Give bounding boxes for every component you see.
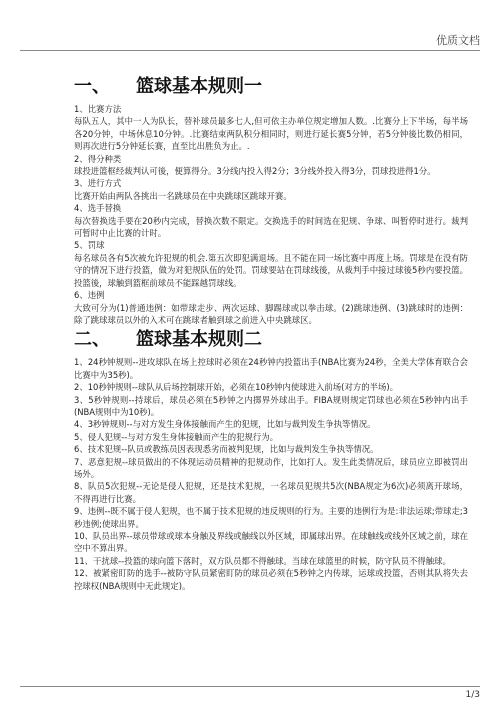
paragraph-line: 1、24秒钟规则--进攻球队在场上控球时必须在24秒钟内投篮出手(NBA比赛为24秒，全美大学体育联合会比赛中为35秒)。 <box>74 357 468 380</box>
paragraph-line: 6、违例 <box>74 290 105 301</box>
section-1-body <box>74 103 468 326</box>
paragraph-line: 5、罚球 <box>74 240 105 251</box>
page-header <box>20 30 480 51</box>
header-label: 优质文档 <box>436 34 480 47</box>
paragraph-line: 7、恶意犯规--球员做出的不体现运动员精神的犯规动作，比如打人。发生此类情况后，球员应立即被罚出场外。 <box>74 456 468 479</box>
paragraph-line: 每次替换选手要在20秒内完成，替换次数不限定。交换选手的时间选在犯规、争球、叫暂停时进行。裁判可暂时中止比赛的计时。 <box>74 215 468 239</box>
section-2-body <box>74 356 468 592</box>
page-footer <box>20 686 480 700</box>
section-number-1: 一、 <box>74 76 110 97</box>
paragraph-line: 每名球员各有5次被允许犯规的机会.第五次即犯满退场。且不能在同一场比赛中再度上场。罚球是在没有防守的情况下进行投篮，做为对犯规队伍的处罚。罚球要站在罚球线後，从裁判手中接过球後5秒内要投篮。投篮後，球触到篮框前球员不能踩越罚球线。 <box>74 252 468 288</box>
paragraph-line: 每队五人，其中一人为队长，替补球员最多七人,但可依主办单位规定增加人数。.比赛分上下半场，每半场各20分钟，中场休息10分钟。.比赛结束两队积分相同时，则进行延长赛5分钟，若5分钟後比数仍相同，则再次进行5分钟延长赛，直至比出胜负为止。. <box>74 116 468 152</box>
paragraph-line: 9、违例--既不属于侵人犯规，也不属于技术犯规的违反规则的行为。主要的违例行为是:非法运球;带球走;3秒违例;使球出界。 <box>74 506 468 529</box>
section-heading-2 <box>74 328 468 352</box>
paragraph-line: 2、10秒钟规则--球队从后场控制球开始，必须在10秒钟内使球进入前场(对方的半场)。 <box>74 382 398 393</box>
paragraph-line: 2、得分种类 <box>74 153 122 164</box>
paragraph-line: 4、3秒钟规则--与对方发生身体接触而产生的犯规，比如与裁判发生争执等情况。 <box>74 419 376 430</box>
page-number: 1/3 <box>465 690 480 700</box>
paragraph-line: 12、被紧密盯防的选手--被防守队员紧密盯防的球员必须在5秒钟之内传球，运球或投篮，否则其队将失去控球权(NBA规则中无此规定)。 <box>74 568 468 591</box>
paragraph-line: 1、比赛方法 <box>74 104 122 114</box>
paragraph-line: 11、干扰球--投篮的球向篮下落时，双方队员都不得触球。当球在球篮里的时候，防守队员不得触球。 <box>74 555 451 566</box>
section-title-1: 篮球基本规则一 <box>136 76 262 97</box>
paragraph-line: 6、技术犯规--队员或教练员因表现悉劣而被判犯规，比如与裁判发生争执等情况。 <box>74 444 379 455</box>
paragraph-line: 球投进篮框经裁判认可後，便算得分。3分线内投入得2分；3分线外投入得3分，罚球投进得1分。 <box>74 166 436 177</box>
paragraph-line: 4、选手替换 <box>74 203 122 214</box>
paragraph-line: 5、侵人犯规--与对方发生身体接触而产生的犯规行为。 <box>74 431 278 442</box>
document-body <box>74 75 468 592</box>
paragraph-line: 3、5秒钟规则--持球后，球员必须在5秒钟之内掷界外球出手。FIBA规则规定罚球也必须在5秒钟内出手(NBA规则中为10秒)。 <box>74 394 468 417</box>
paragraph-line: 8、队员5次犯规--无论是侵人犯规，还是技术犯规，一名球员犯规共5次(NBA规定为6次)必须离开球场，不得再进行比赛。 <box>74 481 468 504</box>
paragraph-line: 比赛开始由两队各挑出一名跳球员在中央跳球区跳球开赛。 <box>74 190 292 201</box>
section-number-2: 二、 <box>74 329 110 351</box>
section-title-2: 篮球基本规则二 <box>136 329 262 351</box>
paragraph-line: 10、队员出界--球员带球或球本身触及界线或触线以外区域，即属球出界。在球触线或线外区域之前，球在空中不算出界。 <box>74 531 468 554</box>
paragraph-line: 大致可分为(1)普通违例：如带球走步、两次运球、脚踢球或以拳击球。(2)跳球违例、(3)跳球时的违例：除了跳球球员以外的入术可在跳球者触到球之前进入中央跳球区。 <box>74 302 468 325</box>
paragraph-line: 3、进行方式 <box>74 178 122 189</box>
section-heading-1 <box>74 75 468 99</box>
